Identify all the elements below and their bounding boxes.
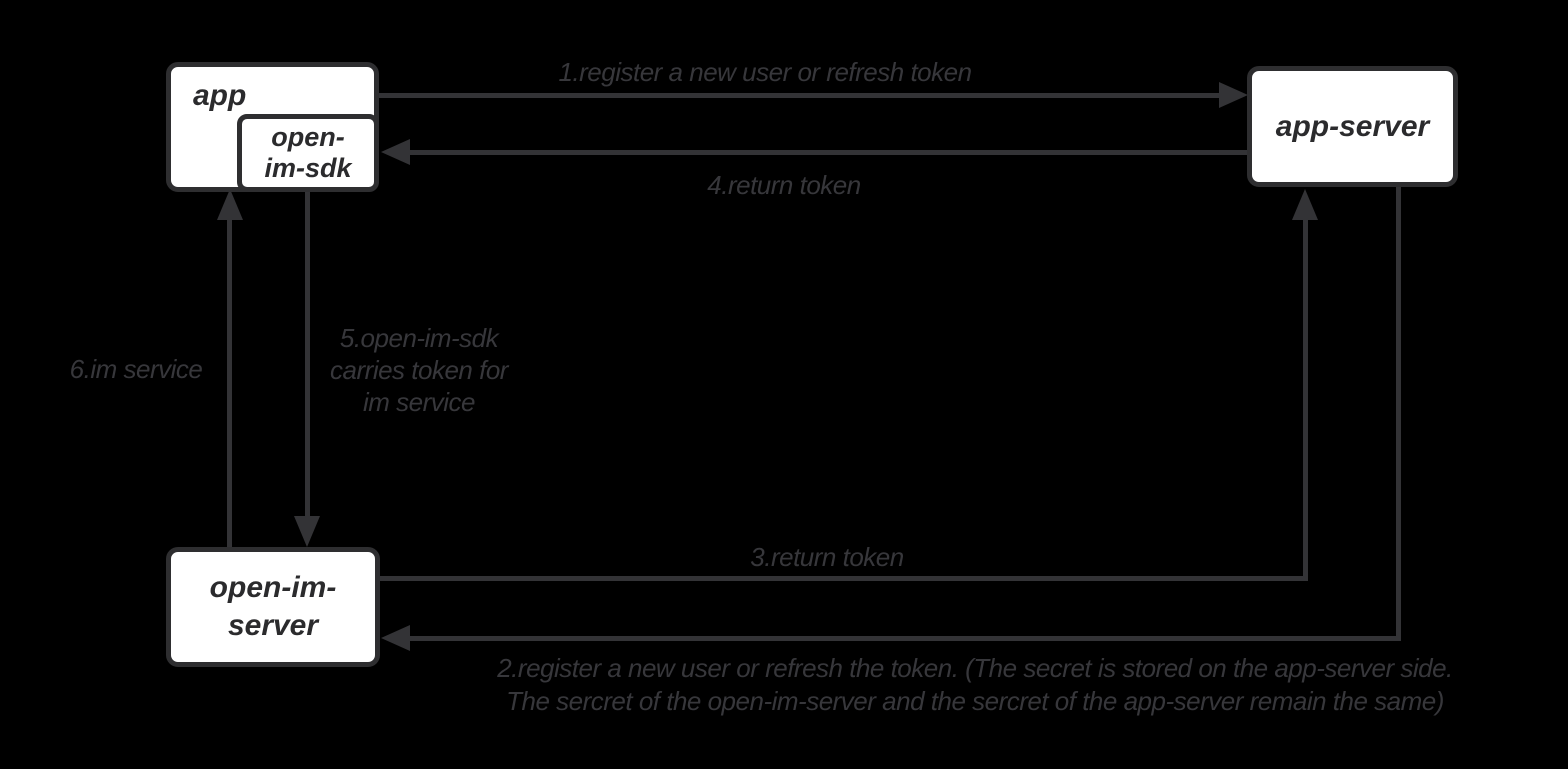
edge-sdk-carries-token-line: [305, 192, 310, 519]
edge-register-token-line: [379, 93, 1220, 98]
arrowhead-left-icon: [381, 139, 410, 165]
arrowhead-up-icon: [1292, 189, 1318, 220]
edge-return-token-to-app-server-label: 3.return token: [750, 542, 904, 572]
arrowhead-down-icon: [294, 516, 320, 547]
node-open-im-server: [166, 547, 380, 667]
node-app-server: [1247, 66, 1458, 187]
node-open-im-server-label-line2: server: [227, 609, 319, 642]
edge-im-service-line: [227, 219, 232, 547]
node-open-im-sdk: [237, 114, 379, 192]
edge-return-token-to-app-server-line-vertical: [1303, 218, 1308, 581]
edge-sdk-carries-token-label-line3: im service: [362, 387, 475, 417]
node-app-label: app: [193, 79, 247, 112]
node-open-im-sdk-label-line2: im-sdk: [264, 153, 352, 183]
edge-sdk-carries-token-label: [330, 322, 508, 418]
arrowhead-left-icon: [381, 625, 410, 651]
edge-server-register-label-line1: 2.register a new user or refresh the token. (The secret is stored on the app-server side.: [497, 653, 1453, 683]
edge-sdk-carries-token-label-line1: 5.open-im-sdk: [339, 323, 499, 353]
edge-server-register-label-line2: The sercret of the open-im-server and the sercret of the app-server remain the same): [506, 686, 1444, 716]
arrowhead-right-icon: [1219, 82, 1248, 108]
edge-return-token-to-sdk-line: [406, 150, 1247, 155]
arrowhead-up-icon: [217, 189, 243, 220]
node-open-im-sdk-label-line1: open-: [271, 122, 345, 152]
edge-return-token-to-app-server-line-horizontal: [380, 576, 1308, 581]
edge-return-token-to-sdk-label: 4.return token: [707, 170, 861, 200]
edge-sdk-carries-token-label-line2: carries token for: [330, 355, 508, 385]
edge-server-register-label: [497, 652, 1453, 718]
node-open-im-server-label-line1: open-im-: [209, 571, 337, 604]
node-app-server-label: app-server: [1275, 109, 1430, 143]
edge-server-register-line-horizontal: [406, 636, 1401, 641]
edge-server-register-line-vertical: [1396, 187, 1401, 641]
edge-im-service-label: 6.im service: [69, 354, 203, 384]
edge-register-token-label: 1.register a new user or refresh token: [558, 57, 972, 87]
